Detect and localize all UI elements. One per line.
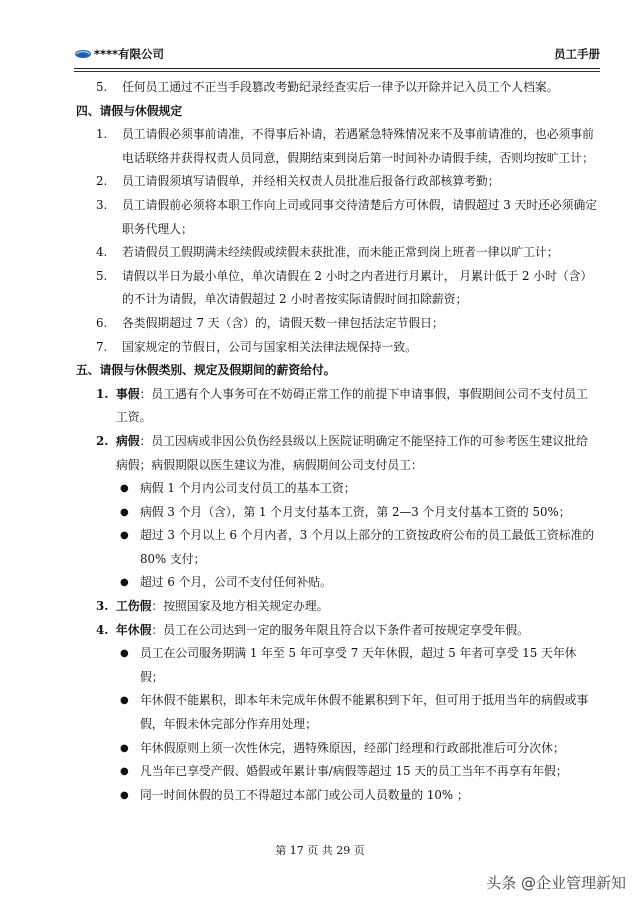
numbered-item (68, 265, 598, 312)
item-text: 年休假不能累积，即本年未完成年休假不能累积到下年，但可用于抵用当年的病假或事假，年假未休完部分作弃用处理； (140, 693, 589, 732)
item-text: 员工在公司服务期满 1 年至 5 年可享受 7 天年休假，超过 5 年者可享受 15 天年休假； (140, 646, 577, 684)
bullet-item (68, 737, 598, 761)
item-text: 凡当年已享受产假、婚假或年累计事/病假等超过 15 天的员工当年不再享有年假； (140, 764, 568, 779)
bullet-icon (120, 524, 129, 548)
bullet-icon (120, 737, 129, 761)
leave-type-term: 年休假 (116, 622, 152, 637)
document-title: 员工手册 (554, 47, 600, 61)
item-number: 3. (96, 599, 109, 614)
numbered-item (68, 312, 598, 336)
bullet-icon (120, 477, 129, 501)
bullet-item (68, 642, 598, 689)
leave-type-item (68, 383, 598, 430)
bullet-icon (120, 784, 129, 808)
item-text: 同一时间休假的员工不得超过本部门或公司人员数量的 10% ； (140, 787, 469, 802)
bullet-icon (120, 760, 129, 784)
item-number: 1. (96, 386, 109, 401)
numbered-item (68, 241, 598, 265)
item-number: 4. (96, 622, 109, 637)
item-text: 国家规定的节假日，公司与国家相关法律法规保持一致。 (122, 339, 417, 354)
company-name: ****有限公司 (94, 47, 165, 61)
document-body (68, 76, 598, 807)
item-number: 5. (96, 268, 108, 283)
numbered-item (68, 170, 598, 194)
bullet-icon (120, 689, 129, 713)
bullet-item (68, 524, 598, 571)
bullet-icon (120, 571, 129, 595)
leave-type-item (68, 430, 598, 477)
item-number: 2. (96, 433, 109, 448)
numbered-item (68, 194, 598, 241)
item-text: 超过 3 个月以上 6 个月内者，3 个月以上部分的工资按政府公布的员工最低工资标准的 80% 支付； (140, 528, 595, 566)
numbered-item (68, 336, 598, 360)
item-text: ：员工因病或非因公负伤经县级以上医院证明确定不能坚持工作的可参考医生建议批给病假；病假期限以医生建议为准，病假期间公司支付员工： (116, 433, 588, 472)
bullet-item (68, 501, 598, 525)
item-number: 1. (96, 127, 108, 142)
section-heading: 四、请假与休假规定 (76, 103, 183, 118)
item-number: 2. (96, 174, 108, 189)
item-text: ：员工遇有个人事务可在不妨碍正常工作的前提下申请事假，事假期间公司不支付员工工资。 (116, 386, 588, 425)
item-text: 各类假期超过 7 天（含）的，请假天数一律包括法定节假日； (122, 315, 444, 330)
item-text: ：员工在公司达到一定的服务年限且符合以下条件者可按规定享受年假。 (151, 622, 529, 637)
item-text: 请假以半日为最小单位，单次请假在 2 小时之内者进行月累计， 月累计低于 2 小时（含）的不计为请假，单次请假超过 2 小时者按实际请假时间扣除薪资； (122, 268, 593, 307)
bullet-icon (120, 501, 129, 525)
numbered-item (68, 76, 598, 100)
bullet-icon (120, 642, 129, 666)
item-number: 3. (96, 197, 108, 212)
numbered-item (68, 123, 598, 170)
item-text: ：按照国家及地方相关规定办理。 (151, 599, 329, 614)
header-rule-thick (74, 68, 600, 69)
item-text: 员工请假必须事前请准，不得事后补请，若遇紧急特殊情况来不及事前请准的，也必须事前电话联络并获得权责人员同意，假期结束到岗后第一时间补办请假手续，否则均按旷工计； (122, 127, 594, 165)
section-heading: 五、请假与休假类别、规定及假期间的薪资给付。 (76, 363, 336, 378)
bullet-item (68, 760, 598, 784)
watermark: 头条 @企业管理新知 (486, 874, 626, 892)
bullet-item (68, 689, 598, 736)
item-text: 病假 1 个月内公司支付员工的基本工资； (140, 481, 356, 496)
item-text: 员工请假须填写请假单，并经相关权责人员批准后报备行政部核算考勤； (122, 174, 500, 189)
item-number: 7. (96, 339, 108, 354)
item-number: 5. (96, 80, 108, 94)
item-text: 超过 6 个月，公司不支付任何补贴。 (140, 575, 332, 590)
item-text: 任何员工通过不正当手段篡改考勤纪录经查实后一律予以开除并记入员工个人档案。 (122, 80, 559, 94)
company-logo-icon (74, 48, 92, 60)
leave-type-term: 事假 (116, 386, 140, 401)
item-text: 年休假原则上须一次性休完，遇特殊原因，经部门经理和行政部批准后可分次休； (140, 740, 565, 755)
item-text: 员工请假前必须将本职工作向上司或同事交待清楚后方可休假，请假超过 3 天时还必须确定职务代理人； (122, 197, 598, 236)
leave-type-item (68, 595, 598, 619)
item-number: 6. (96, 315, 108, 330)
page-header (74, 44, 600, 70)
leave-type-item (68, 619, 598, 643)
item-text: 若请假员工假期满未经续假或续假未获批准，而未能正常到岗上班者一律以旷工计； (122, 245, 559, 260)
bullet-item (68, 784, 598, 808)
bullet-item (68, 571, 598, 595)
item-number: 4. (96, 245, 108, 260)
page-number: 第 17 页 共 29 页 (275, 844, 365, 857)
header-rule-thin (74, 71, 600, 72)
leave-type-term: 病假 (116, 433, 140, 448)
item-text: 病假 3 个月（含），第 1 个月支付基本工资，第 2—3 个月支付基本工资的 50%； (140, 504, 571, 519)
leave-type-term: 工伤假 (116, 599, 152, 614)
bullet-item (68, 477, 598, 501)
